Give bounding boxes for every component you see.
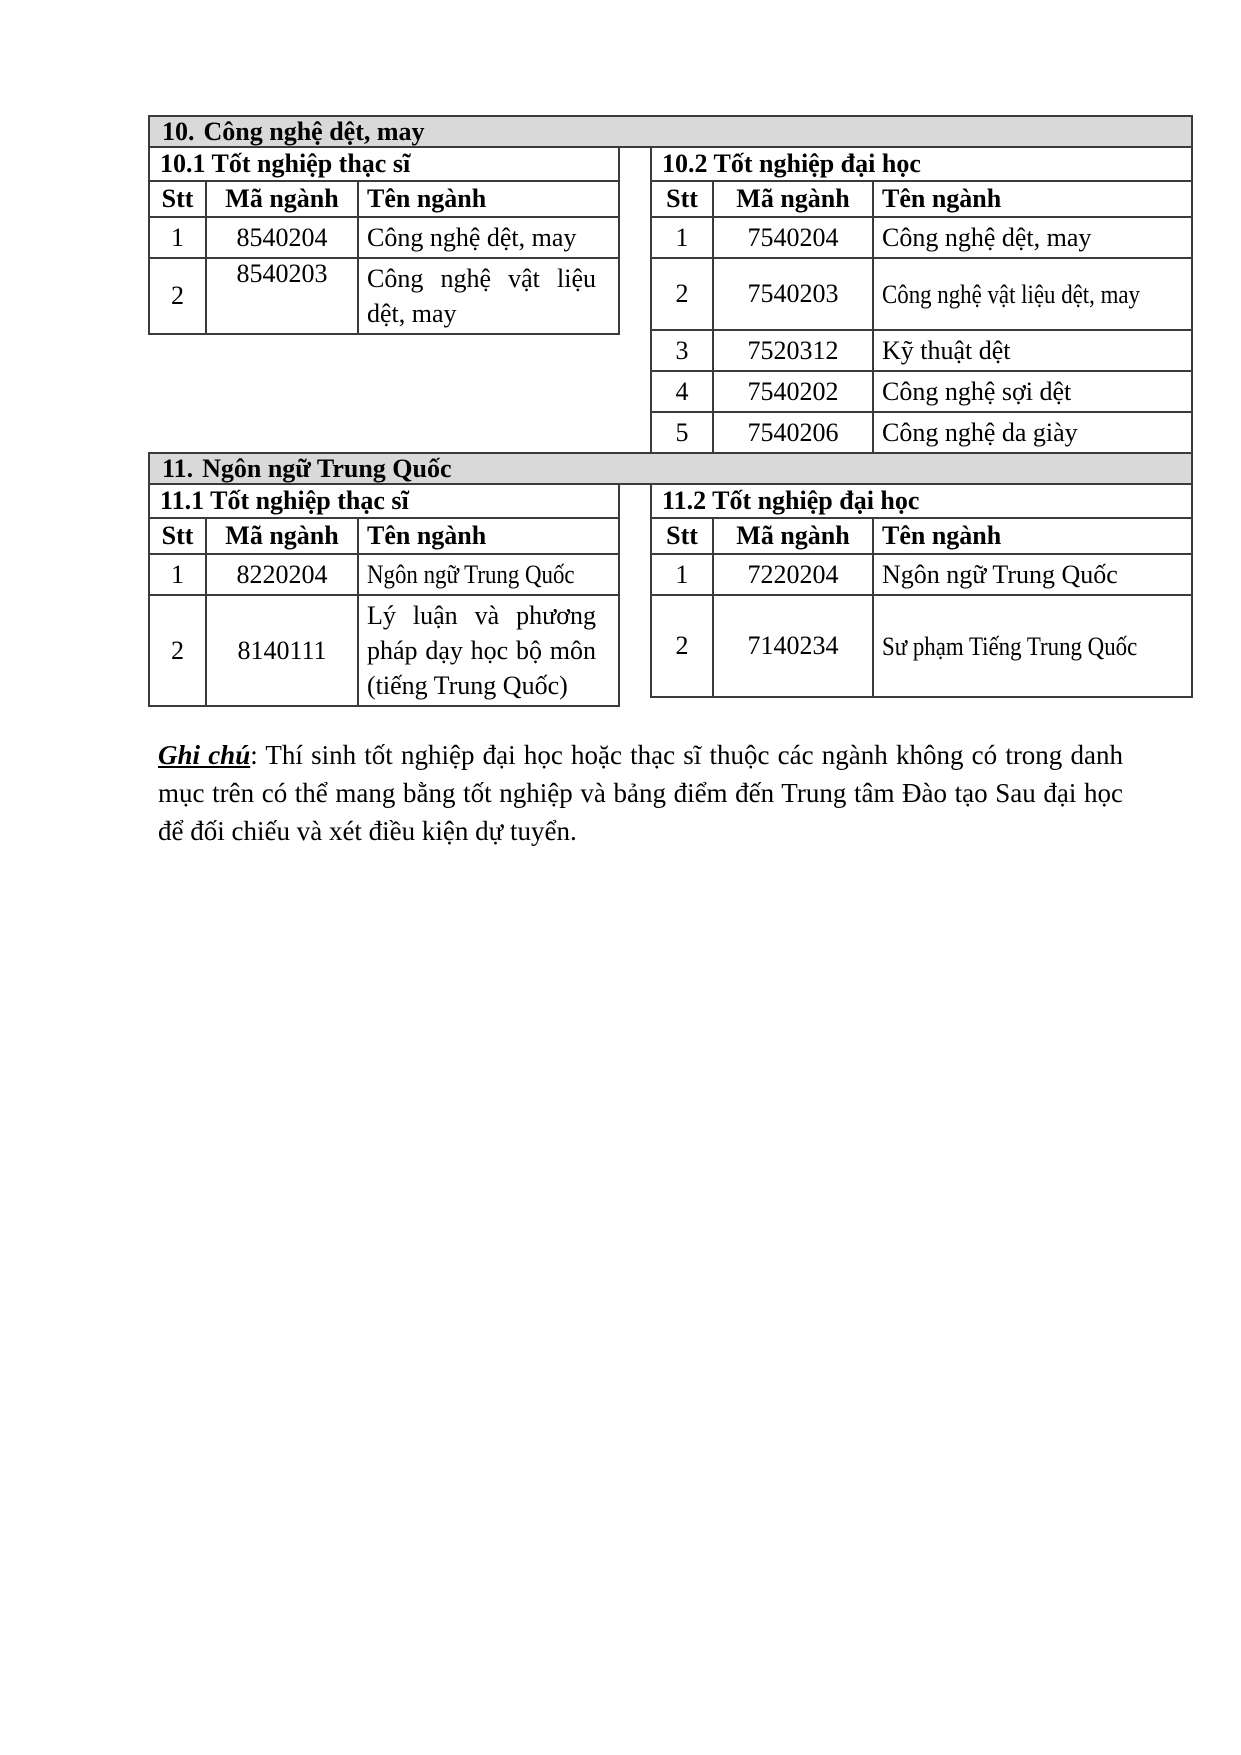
code-cell: 7220204 bbox=[713, 554, 873, 595]
table-10-2-bachelors bbox=[650, 146, 1193, 454]
table-subheader-row bbox=[651, 147, 1192, 181]
column-header-code: Mã ngành bbox=[206, 518, 358, 554]
column-header-code: Mã ngành bbox=[206, 181, 358, 217]
section-title: Ngôn ngữ Trung Quốc bbox=[202, 453, 452, 483]
name-text: Ngôn ngữ Trung Quốc bbox=[367, 560, 575, 589]
name-cell: Công nghệ sợi dệt bbox=[873, 371, 1192, 412]
table-row bbox=[149, 595, 619, 706]
table-row bbox=[651, 371, 1192, 412]
column-header-name: Tên ngành bbox=[873, 181, 1192, 217]
table-row bbox=[651, 217, 1192, 258]
name-cell bbox=[873, 595, 1192, 697]
column-header-name: Tên ngành bbox=[358, 181, 619, 217]
table-header-row bbox=[651, 181, 1192, 217]
name-cell: Công nghệ dệt, may bbox=[358, 217, 619, 258]
table-row bbox=[651, 412, 1192, 453]
table-row bbox=[651, 595, 1192, 697]
table-row bbox=[149, 217, 619, 258]
code-cell: 7540206 bbox=[713, 412, 873, 453]
table-subheader-row bbox=[149, 484, 619, 518]
table-row bbox=[149, 554, 619, 595]
table-11-1-masters bbox=[148, 483, 620, 707]
table-header-row bbox=[651, 518, 1192, 554]
column-header-stt: Stt bbox=[651, 518, 713, 554]
code-cell: 8540203 bbox=[206, 258, 358, 334]
code-cell: 7520312 bbox=[713, 330, 873, 371]
note-paragraph bbox=[158, 736, 1123, 850]
stt-cell: 1 bbox=[149, 554, 206, 595]
table-subheader: 11.1 Tốt nghiệp thạc sĩ bbox=[149, 484, 619, 518]
column-header-code: Mã ngành bbox=[713, 518, 873, 554]
section-number: 11. bbox=[162, 453, 194, 483]
note-text: : Thí sinh tốt nghiệp đại học hoặc thạc sĩ thuộc các ngành không có trong danh mục trên có thể mang bằng tốt nghiệp và bảng điểm đến Trung tâm Đào tạo Sau đại học để đối chiếu và xét điều kiện dự tuyển. bbox=[158, 740, 1123, 846]
name-cell bbox=[358, 554, 619, 595]
column-header-code: Mã ngành bbox=[713, 181, 873, 217]
table-subheader: 10.1 Tốt nghiệp thạc sĩ bbox=[149, 147, 619, 181]
column-header-stt: Stt bbox=[651, 181, 713, 217]
section-title: Công nghệ dệt, may bbox=[203, 116, 425, 146]
code-cell: 8140111 bbox=[206, 595, 358, 706]
name-cell: Kỹ thuật dệt bbox=[873, 330, 1192, 371]
column-header-stt: Stt bbox=[149, 518, 206, 554]
section-10-header bbox=[148, 115, 1193, 148]
section-11-body bbox=[148, 483, 1193, 707]
stt-cell: 3 bbox=[651, 330, 713, 371]
section-number: 10. bbox=[162, 116, 195, 146]
document-content bbox=[148, 115, 1193, 850]
table-subheader: 10.2 Tốt nghiệp đại học bbox=[651, 147, 1192, 181]
code-cell: 7540203 bbox=[713, 258, 873, 330]
stt-cell: 5 bbox=[651, 412, 713, 453]
table-row bbox=[651, 330, 1192, 371]
stt-cell: 1 bbox=[149, 217, 206, 258]
code-cell: 8220204 bbox=[206, 554, 358, 595]
column-header-stt: Stt bbox=[149, 181, 206, 217]
table-10-1-masters bbox=[148, 146, 620, 335]
name-cell bbox=[873, 258, 1192, 330]
name-cell: Công nghệ dệt, may bbox=[873, 217, 1192, 258]
table-subheader-row bbox=[149, 147, 619, 181]
table-subheader: 11.2 Tốt nghiệp đại học bbox=[651, 484, 1192, 518]
note-label: Ghi chú bbox=[158, 740, 251, 770]
code-cell: 7140234 bbox=[713, 595, 873, 697]
table-row bbox=[149, 258, 619, 334]
name-text: Sư phạm Tiếng Trung Quốc bbox=[882, 631, 1138, 661]
table-row bbox=[651, 554, 1192, 595]
table-subheader-row bbox=[651, 484, 1192, 518]
name-cell: Ngôn ngữ Trung Quốc bbox=[873, 554, 1192, 595]
table-11-2-bachelors bbox=[650, 483, 1193, 698]
code-cell: 7540204 bbox=[713, 217, 873, 258]
table-header-row bbox=[149, 518, 619, 554]
column-header-name: Tên ngành bbox=[358, 518, 619, 554]
stt-cell: 2 bbox=[149, 258, 206, 334]
section-10 bbox=[148, 115, 1193, 454]
name-cell: Công nghệ da giày bbox=[873, 412, 1192, 453]
stt-cell: 1 bbox=[651, 554, 713, 595]
table-row bbox=[651, 258, 1192, 330]
stt-cell: 4 bbox=[651, 371, 713, 412]
stt-cell: 2 bbox=[651, 258, 713, 330]
section-11 bbox=[148, 452, 1193, 707]
code-cell: 8540204 bbox=[206, 217, 358, 258]
section-11-header bbox=[148, 452, 1193, 485]
stt-cell: 1 bbox=[651, 217, 713, 258]
stt-cell: 2 bbox=[149, 595, 206, 706]
table-header-row bbox=[149, 181, 619, 217]
column-header-name: Tên ngành bbox=[873, 518, 1192, 554]
section-10-body bbox=[148, 146, 1193, 454]
stt-cell: 2 bbox=[651, 595, 713, 697]
name-cell: Lý luận và phương pháp dạy học bộ môn (tiếng Trung Quốc) bbox=[358, 595, 619, 706]
name-text: Công nghệ vật liệu dệt, may bbox=[882, 279, 1140, 309]
code-cell: 7540202 bbox=[713, 371, 873, 412]
name-cell: Công nghệ vật liệu dệt, may bbox=[358, 258, 619, 334]
